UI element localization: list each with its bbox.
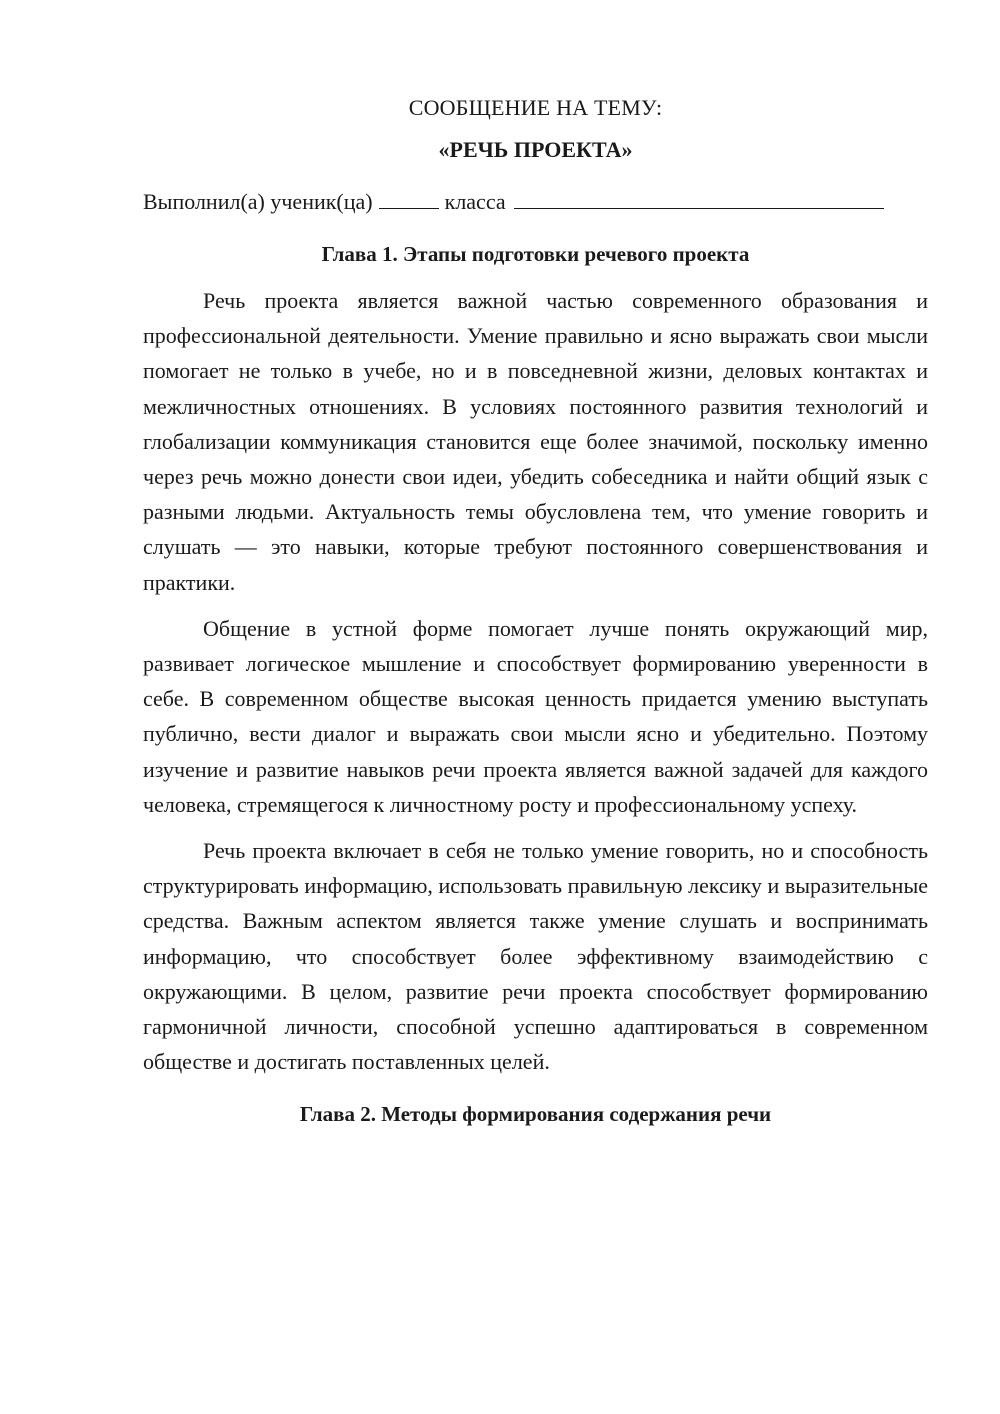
chapter-2-heading: Глава 2. Методы формирования содержания речи	[299, 1102, 772, 1127]
author-label: Выполнил(а) ученик(ца)	[143, 189, 373, 214]
chapter-1-paragraph-1: Речь проекта является важной частью современного образования и профессиональной деятельности. Умение правильно и ясно выражать свои мысли помогает не только в учебе, но и в повседневной жизни, деловых контактах и межличностных отношениях. В условиях постоянного развития технологий и глобализации коммуникация становится еще более значимой, поскольку именно через речь можно донести свои идеи, убедить собеседника и найти общий язык с разными людьми. Актуальность темы обусловлена тем, что умение говорить и слушать — это навыки, которые требуют постоянного совершенствования и практики.	[143, 288, 928, 595]
class-label: класса	[444, 189, 506, 214]
document-body	[143, 93, 928, 1129]
class-number-blank	[379, 188, 439, 209]
document-title-line1: СООБЩЕНИЕ НА ТЕМУ:	[408, 95, 663, 120]
author-name-blank	[514, 188, 884, 209]
author-line	[143, 187, 928, 217]
document-title-topic: «РЕЧЬ ПРОЕКТА»	[438, 137, 633, 162]
chapter-1-paragraph-2: Общение в устной форме помогает лучше понять окружающий мир, развивает логическое мышление и способствует формированию уверенности в себе. В современном обществе высокая ценность придается умению выступать публично, вести диалог и выражать свои мысли ясно и убедительно. Поэтому изучение и развитие навыков речи проекта является важной задачей для каждого человека, стремящегося к личностному росту и профессиональному успеху.	[143, 615, 928, 817]
chapter-1-heading: Глава 1. Этапы подготовки речевого проекта	[321, 242, 750, 266]
chapter-1-paragraph-3: Речь проекта включает в себя не только умение говорить, но и способность структурировать информацию, использовать правильную лексику и выразительные средства. Важным аспектом является также умение слушать и воспринимать информацию, что способствует более эффективному взаимодействию с окружающими. В целом, развитие речи проекта способствует формированию гармоничной личности, способной успешно адаптироваться в современном обществе и достигать поставленных целей.	[143, 838, 928, 1075]
